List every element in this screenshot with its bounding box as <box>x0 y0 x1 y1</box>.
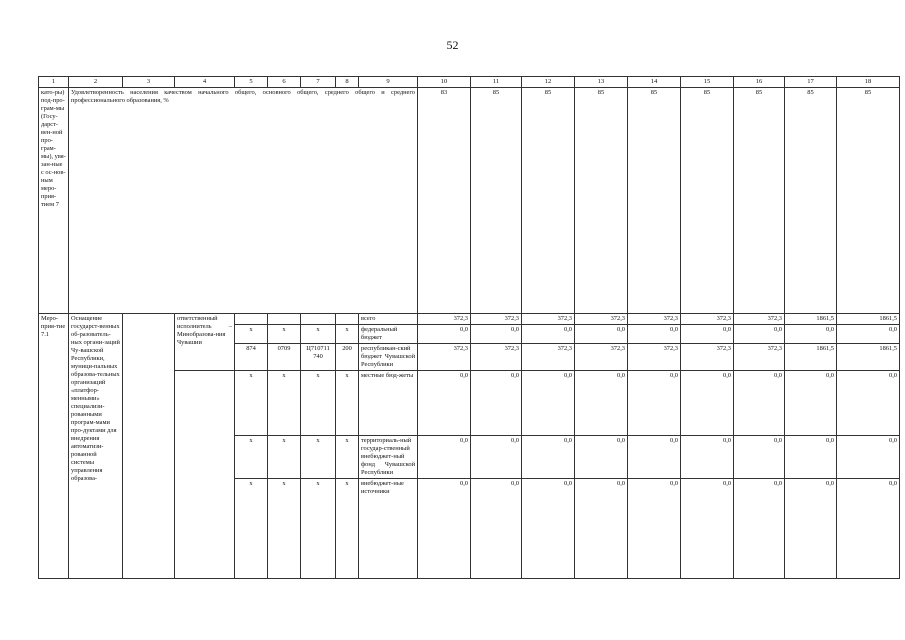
code-cell: х <box>235 479 268 579</box>
code-cell: х <box>301 479 336 579</box>
column-number: 3 <box>123 77 175 88</box>
value-cell: 1861,5 <box>785 314 837 325</box>
code-cell: х <box>235 436 268 479</box>
value-cell: 372,3 <box>471 344 522 371</box>
value-cell: 1861,5 <box>785 344 837 371</box>
funding-source: местные бюд-жеты <box>359 371 418 436</box>
code-cell: х <box>235 325 268 344</box>
code-cell: х <box>301 325 336 344</box>
indicator-text: Удовлетворенность населения качеством начального общего, основного общего, среднего общего и среднего профессионального образования, % <box>69 88 418 314</box>
code-cell <box>301 314 336 325</box>
code-cell: х <box>336 436 359 479</box>
code-cell: х <box>268 436 301 479</box>
indicator-value: 85 <box>837 88 900 314</box>
code-cell: х <box>336 371 359 436</box>
column-number: 12 <box>522 77 575 88</box>
indicator-value: 83 <box>418 88 471 314</box>
code-cell: х <box>235 371 268 436</box>
indicator-value: 85 <box>681 88 734 314</box>
value-cell: 0,0 <box>734 479 785 579</box>
measure-title: Оснащение государст-венных об-разователь-ных органи-заций Чу-вашской Республики, муници-пальных образова-тельных организаций «платфор-менными» специализи-рованными програм-мами про-дуктами для внедрения автоматизи-рованной системы управления образова- <box>69 314 123 579</box>
indicator-value: 85 <box>734 88 785 314</box>
value-cell: 0,0 <box>734 436 785 479</box>
funding-source: федеральный бюджет <box>359 325 418 344</box>
code-cell: х <box>301 436 336 479</box>
code-cell: х <box>301 371 336 436</box>
responsible-executor: ответственный исполнитель – Минобразова-ния Чувашии <box>175 314 235 371</box>
value-cell: 0,0 <box>575 371 628 436</box>
value-cell: 372,3 <box>628 344 681 371</box>
value-cell: 372,3 <box>628 314 681 325</box>
table-row <box>39 314 900 325</box>
column-number: 14 <box>628 77 681 88</box>
value-cell: 0,0 <box>734 371 785 436</box>
code-cell: х <box>268 371 301 436</box>
value-cell: 0,0 <box>837 371 900 436</box>
value-cell: 0,0 <box>785 436 837 479</box>
funding-source: территориаль-ный государ-ственный внебюджет-ный фонд Чувашской Республики <box>359 436 418 479</box>
indicator-label-cell: като-ры) под-про-грам-мы (Госу-дарст-вен-ной про-грам-мы), увя-зан-ные с ос-нов-ным меро-прия-тием 7 <box>39 88 69 314</box>
value-cell: 0,0 <box>575 436 628 479</box>
column-number: 5 <box>235 77 268 88</box>
value-cell: 0,0 <box>418 436 471 479</box>
value-cell: 0,0 <box>785 371 837 436</box>
value-cell: 0,0 <box>734 325 785 344</box>
code-cell: х <box>336 325 359 344</box>
code-cell: х <box>336 479 359 579</box>
value-cell: 0,0 <box>837 436 900 479</box>
funding-source: всего <box>359 314 418 325</box>
value-cell: 0,0 <box>837 325 900 344</box>
value-cell: 372,3 <box>734 314 785 325</box>
code-cell: х <box>268 325 301 344</box>
column-number: 9 <box>359 77 418 88</box>
funding-source: республикан-ский бюджет Чувашской Республики <box>359 344 418 371</box>
indicator-value: 85 <box>785 88 837 314</box>
value-cell: 0,0 <box>471 325 522 344</box>
indicator-value: 85 <box>471 88 522 314</box>
column-number: 8 <box>336 77 359 88</box>
measure-number: Меро-прия-тие 7.1 <box>39 314 69 579</box>
column-number: 4 <box>175 77 235 88</box>
code-cell: 0709 <box>268 344 301 371</box>
code-cell: 200 <box>336 344 359 371</box>
value-cell: 0,0 <box>628 371 681 436</box>
column-number-row <box>39 77 900 88</box>
value-cell: 0,0 <box>681 479 734 579</box>
value-cell: 372,3 <box>522 344 575 371</box>
indicator-value: 85 <box>628 88 681 314</box>
budget-table <box>38 76 900 579</box>
value-cell: 372,3 <box>681 314 734 325</box>
value-cell: 0,0 <box>785 479 837 579</box>
value-cell: 372,3 <box>418 344 471 371</box>
indicator-row <box>39 88 900 314</box>
value-cell: 0,0 <box>628 436 681 479</box>
column-number: 7 <box>301 77 336 88</box>
value-cell: 0,0 <box>522 371 575 436</box>
code-cell: Ц710711 740 <box>301 344 336 371</box>
value-cell: 0,0 <box>681 436 734 479</box>
value-cell: 0,0 <box>418 479 471 579</box>
value-cell: 0,0 <box>522 479 575 579</box>
value-cell: 0,0 <box>785 325 837 344</box>
column-number: 10 <box>418 77 471 88</box>
funding-source: внебюджет-ные источники <box>359 479 418 579</box>
value-cell: 0,0 <box>628 479 681 579</box>
column-number: 13 <box>575 77 628 88</box>
value-cell: 0,0 <box>681 371 734 436</box>
value-cell: 0,0 <box>628 325 681 344</box>
value-cell: 372,3 <box>734 344 785 371</box>
indicator-value: 85 <box>575 88 628 314</box>
value-cell: 0,0 <box>522 325 575 344</box>
empty-cell <box>123 314 175 579</box>
code-cell: х <box>268 479 301 579</box>
empty-cell <box>175 371 235 579</box>
column-number: 1 <box>39 77 69 88</box>
column-number: 15 <box>681 77 734 88</box>
value-cell: 372,3 <box>575 344 628 371</box>
value-cell: 0,0 <box>837 479 900 579</box>
value-cell: 372,3 <box>575 314 628 325</box>
value-cell: 0,0 <box>575 325 628 344</box>
value-cell: 0,0 <box>681 325 734 344</box>
page-number: 52 <box>446 38 459 52</box>
value-cell: 372,3 <box>418 314 471 325</box>
value-cell: 0,0 <box>575 479 628 579</box>
code-cell: 874 <box>235 344 268 371</box>
value-cell: 372,3 <box>471 314 522 325</box>
indicator-value: 85 <box>522 88 575 314</box>
column-number: 16 <box>734 77 785 88</box>
column-number: 2 <box>69 77 123 88</box>
value-cell: 372,3 <box>681 344 734 371</box>
column-number: 6 <box>268 77 301 88</box>
column-number: 11 <box>471 77 522 88</box>
value-cell: 0,0 <box>471 479 522 579</box>
value-cell: 372,3 <box>522 314 575 325</box>
code-cell <box>268 314 301 325</box>
value-cell: 1861,5 <box>837 314 900 325</box>
value-cell: 0,0 <box>418 325 471 344</box>
code-cell <box>336 314 359 325</box>
column-number: 18 <box>837 77 900 88</box>
column-number: 17 <box>785 77 837 88</box>
value-cell: 0,0 <box>522 436 575 479</box>
value-cell: 0,0 <box>471 371 522 436</box>
value-cell: 1861,5 <box>837 344 900 371</box>
value-cell: 0,0 <box>418 371 471 436</box>
value-cell: 0,0 <box>471 436 522 479</box>
code-cell <box>235 314 268 325</box>
